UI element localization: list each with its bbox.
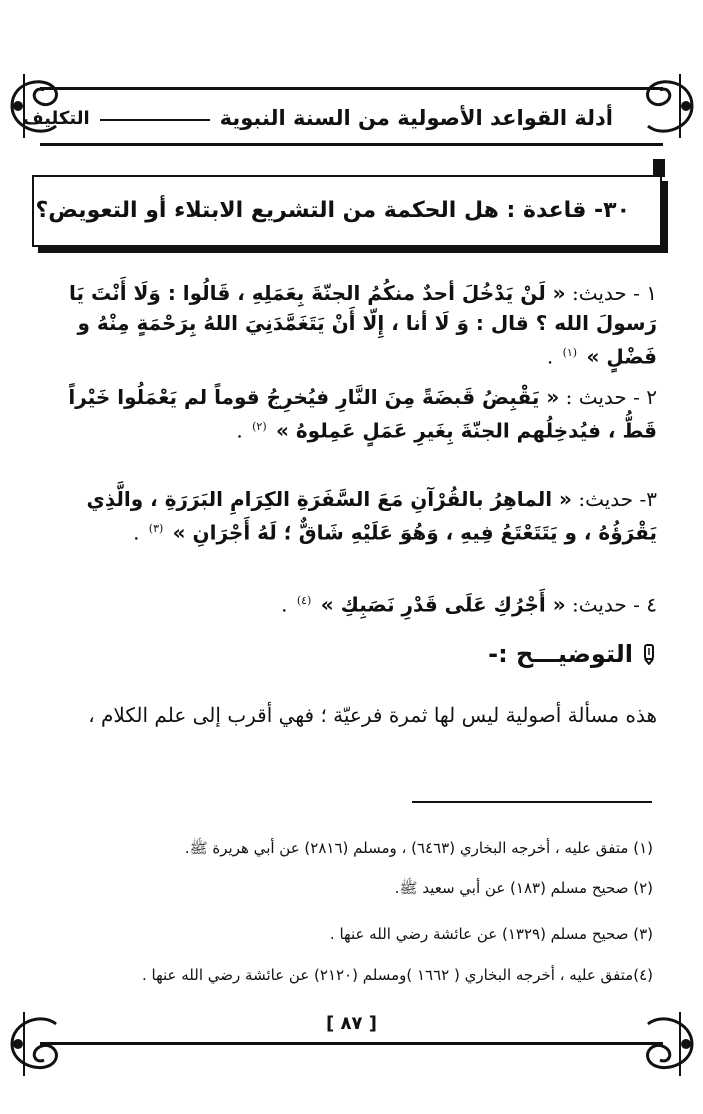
top-left-ornament-icon [4,66,74,146]
footnote-ref: (٤) [296,594,312,607]
hadith-1: ١ - حديث: « لَنْ يَدْخُلَ أحدٌ منكُمُ الجنّةَ بِعَمَلِهِ ، قَالُوا : وَلَا أَنْتَ يَا رَسولَ الله ؟ قال : وَ لَا أنا ، إِلّا أَنْ يَتَغَمَّدَنِيَ اللهُ بِرَحْمَةٍ مِنْهُ و فَضْلٍ » $^{(١)}$ . [69,281,657,369]
footnote-2: (٢) صحيح مسلم (١٨٣) عن أبي سعيد ﷺ. [394,879,653,897]
hadith-2: ٢ - حديث : « يَقْبِضُ قَبضَةً مِنَ النَّارِ فيُخرِجُ قوماً لم يَعْمَلُوا خَيْراً قَطُّ ، فيُدخِلُهم الجنّةَ بِغَيرِ عَمَلٍ عَمِلوهُ » $^{(٢)}$ . [68,385,657,443]
book-title: أدلة القواعد الأصولية من السنة النبوية [219,106,613,130]
rule-box [32,175,662,247]
hadith-4: ٤ - حديث: « أَجْرُكِ عَلَى قَدْرِ نَصَبِكِ » $^{(٤)}$ . [281,592,657,617]
footer-rule [40,1042,663,1045]
hadith-text: « لَنْ يَدْخُلَ أحدٌ منكُمُ الجنّةَ بِعَمَلِهِ ، قَالُوا : وَلَا أَنْتَ يَا رَسولَ الله ؟ قال : وَ لَا أنا ، إِلّا أَنْ يَتَغَمَّدَنِيَ اللهُ بِرَحْمَةٍ مِنْهُ و فَضْلٍ » [69,281,657,369]
footnote-ref: (٣) [148,522,164,535]
footnote-4: (٤)متفق عليه ، أخرجه البخاري ( ١٦٦٢ )ومسلم (٢١٢٠) عن عائشة رضي الله عنها . [142,966,653,984]
hadith-prefix: ١ - حديث: [571,281,657,305]
footnote-ref: (٢) [252,420,267,433]
footnote-ref: (١) [562,346,578,359]
hadith-text: « الماهِرُ بالقُرْآنِ مَعَ السَّفَرَةِ الكِرَامِ البَرَرَةِ ، والَّذِي يَقْرَؤُهُ ، و يَتَتَعْتَعُ فِيهِ ، وَهُوَ عَلَيْهِ شَاقٌّ ؛ لَهُ أَجْرَانِ » [86,487,657,545]
chapter-title: التكليف [22,107,90,129]
hadith-prefix: ٤ - حديث: [571,592,657,617]
running-header [22,98,613,138]
explanation-heading-text: التوضيـــح :- [488,640,633,668]
hadith-prefix: ٢ - حديث : [565,385,657,409]
header-top-rule [40,87,663,90]
hadith-text: « أَجْرُكِ عَلَى قَدْرِ نَصَبِكِ » [320,592,566,617]
footnote-3: (٣) صحيح مسلم (١٣٢٩) عن عائشة رضي الله عنها . [329,925,653,943]
explanation-heading [488,640,657,668]
header-bottom-rule [40,143,663,146]
hadith-3: ٣- حديث: « الماهِرُ بالقُرْآنِ مَعَ السَّفَرَةِ الكِرَامِ البَرَرَةِ ، والَّذِي يَقْرَؤُهُ ، و يَتَتَعْتَعُ فِيهِ ، وَهُوَ عَلَيْهِ شَاقٌّ ؛ لَهُ أَجْرَانِ » $^{(٣)}$ . [86,487,657,545]
header-dash [100,119,210,121]
footnote-separator [412,801,652,803]
top-right-ornament-icon [630,66,700,146]
pen-icon [641,643,657,665]
explanation-body: هذه مسألة أصولية ليس لها ثمرة فرعيّة ؛ فهي أقرب إلى علم الكلام ، [88,703,657,727]
rule-heading: ٣٠- قاعدة : هل الحكمة من التشريع الابتلاء أو التعويض؟ [35,198,630,223]
hadith-text: « يَقْبِضُ قَبضَةً مِنَ النَّارِ فيُخرِجُ قوماً لم يَعْمَلُوا خَيْراً قَطُّ ، فيُدخِلُهم الجنّةَ بِغَيرِ عَمَلٍ عَمِلوهُ » [68,385,657,443]
page-number: [ ٨٧ ] [326,1013,377,1034]
footnote-1: (١) متفق عليه ، أخرجه البخاري (٦٤٦٣) ، ومسلم (٢٨١٦) عن أبي هريرة ﷺ. [184,839,653,857]
hadith-prefix: ٣- حديث: [578,487,657,511]
